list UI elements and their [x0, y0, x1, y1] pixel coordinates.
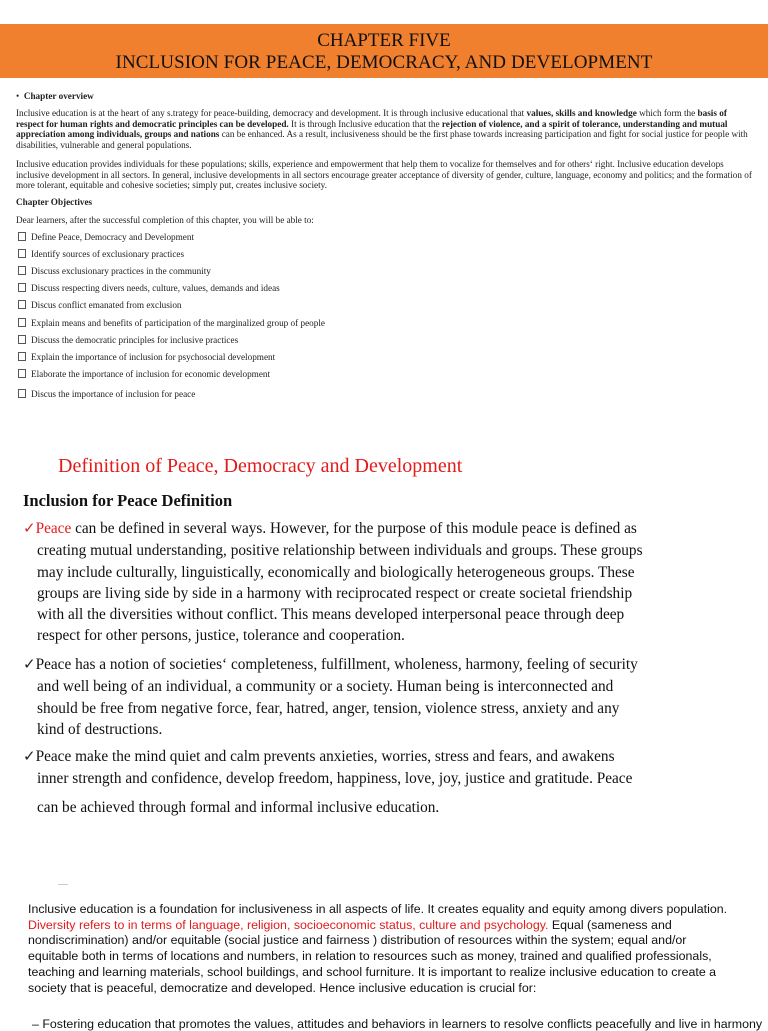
objectives-heading: Chapter Objectives: [16, 197, 93, 207]
checkbox-icon: [18, 300, 26, 309]
bullet: •: [16, 91, 24, 101]
check-icon: ✓: [23, 657, 36, 673]
diversity-highlight: Diversity refers to in terms of language, religion, socioeconomic status, culture and psychology.: [28, 917, 549, 932]
checkbox-icon: [18, 232, 26, 241]
objective-item: Discus conflict emanated from exclusion: [18, 300, 182, 311]
check-icon: ✓: [23, 521, 36, 537]
checkbox-icon: [18, 352, 26, 361]
objective-item: Explain the importance of inclusion for psychosocial development: [18, 352, 275, 363]
overview-paragraph-2: Inclusive education provides individuals for these populations; skills, experience and empowerment that help them to vocalize for themselves and for others‘ right. Inclusive education develops inclusive development in all sectors. In general, inclusive developments in all sectors encourage greater acceptance of diversity of gender, culture, language, economy and politics; and the formation of more tolerant, equitable and cohesive societies; simply put, creates inclusive society.: [16, 159, 752, 191]
checkbox-icon: [18, 266, 26, 275]
objective-item: Explain means and benefits of participation of the marginalized group of people: [18, 318, 325, 329]
checkbox-icon: [18, 283, 26, 292]
peace-keyword: Peace: [35, 520, 72, 537]
objective-item: Discuss respecting divers needs, culture, values, demands and ideas: [18, 283, 280, 294]
overview-heading: • Chapter overview: [16, 91, 94, 101]
objective-item: Discuss exclusionary practices in the community: [18, 266, 211, 277]
checkbox-icon: [18, 318, 26, 327]
inclusive-education-paragraph: Inclusive education is a foundation for inclusiveness in all aspects of life. It creates equality and equity among divers population. Diversity refers to in terms of language, religion, socioeconomic status, culture and psychology. Equal (sameness and nondiscrimination) and/or equitable (social justice and fairness ) distribution of resources within the system; equal and/or equitable both in terms of locations and numbers, in relation to resources such as money, trained and qualified professionals, teaching and learning materials, school buildings, and school furniture. It is important to realize inclusive education to create a society that is peaceful, democratize and developed. Hence inclusive education is crucial for:: [28, 902, 728, 995]
objective-item: Identify sources of exclusionary practices: [18, 249, 184, 260]
divider: [58, 884, 68, 885]
peace-bullet-2: ✓Peace has a notion of societies‘ completeness, fulfillment, wholeness, harmony, feeling of security and well being of an individual, a community or a society. Human being is interconnected and should be free from negative force, fear, hatred, anger, tension, violence stress, anxiety and any kind of destructions.: [23, 656, 638, 738]
checkbox-icon: [18, 335, 26, 344]
check-icon: ✓: [23, 749, 36, 765]
objectives-intro: Dear learners, after the successful completion of this chapter, you will be able to:: [16, 215, 314, 225]
definition-title: Definition of Peace, Democracy and Development: [58, 455, 463, 477]
chapter-title: INCLUSION FOR PEACE, DEMOCRACY, AND DEVELOPMENT: [115, 52, 653, 73]
chapter-banner: [0, 24, 768, 78]
definition-subtitle: Inclusion for Peace Definition: [23, 491, 233, 510]
objective-item: Discuss the democratic principles for inclusive practices: [18, 335, 238, 346]
overview-paragraph-1: Inclusive education is at the heart of any s.trategy for peace-building, democracy and development. It is through inclusive educational that values, skills and knowledge which form the basis of respect for human rights and democratic principles can be developed. It is through Inclusive education that the rejection of violence, and a spirit of tolerance, understanding and mutual appreciation among individuals, groups and nations can be enhanced. As a result, inclusiveness should be the first phase towards increasing participation and fight for social justice for people with disabilities, vulnerable and general populations.: [16, 108, 748, 150]
checkbox-icon: [18, 389, 26, 398]
chapter-number: CHAPTER FIVE: [317, 30, 451, 51]
objective-item: Elaborate the importance of inclusion for economic development: [18, 369, 270, 380]
peace-bullet-3: ✓Peace make the mind quiet and calm prevents anxieties, worries, stress and fears, and awakens inner strength and confidence, develop freedom, happiness, love, joy, justice and gratitude. Peace can be achieved through formal and informal inclusive education.: [23, 748, 633, 816]
checkbox-icon: [18, 369, 26, 378]
objective-item: Discus the importance of inclusion for peace: [18, 389, 195, 400]
peace-bullet-1: ✓Peace can be defined in several ways. However, for the purpose of this module peace is defined as creating mutual understanding, positive relationship between individuals and groups. These groups may include culturally, linguistically, economically and biologically heterogeneous groups. These groups are living side by side in a harmony with reciprocated respect or create societal friendship with all the diversities without conflict. This means developed interpersonal peace through deep respect for other persons, justice, tolerance and cooperation.: [23, 520, 643, 645]
objective-item: Define Peace, Democracy and Development: [18, 232, 194, 243]
checkbox-icon: [18, 249, 26, 258]
cutoff-line: – Fostering education that promotes the values, attitudes and behaviors in learners to resolve conflicts peacefully and live in harmony: [32, 1017, 763, 1031]
